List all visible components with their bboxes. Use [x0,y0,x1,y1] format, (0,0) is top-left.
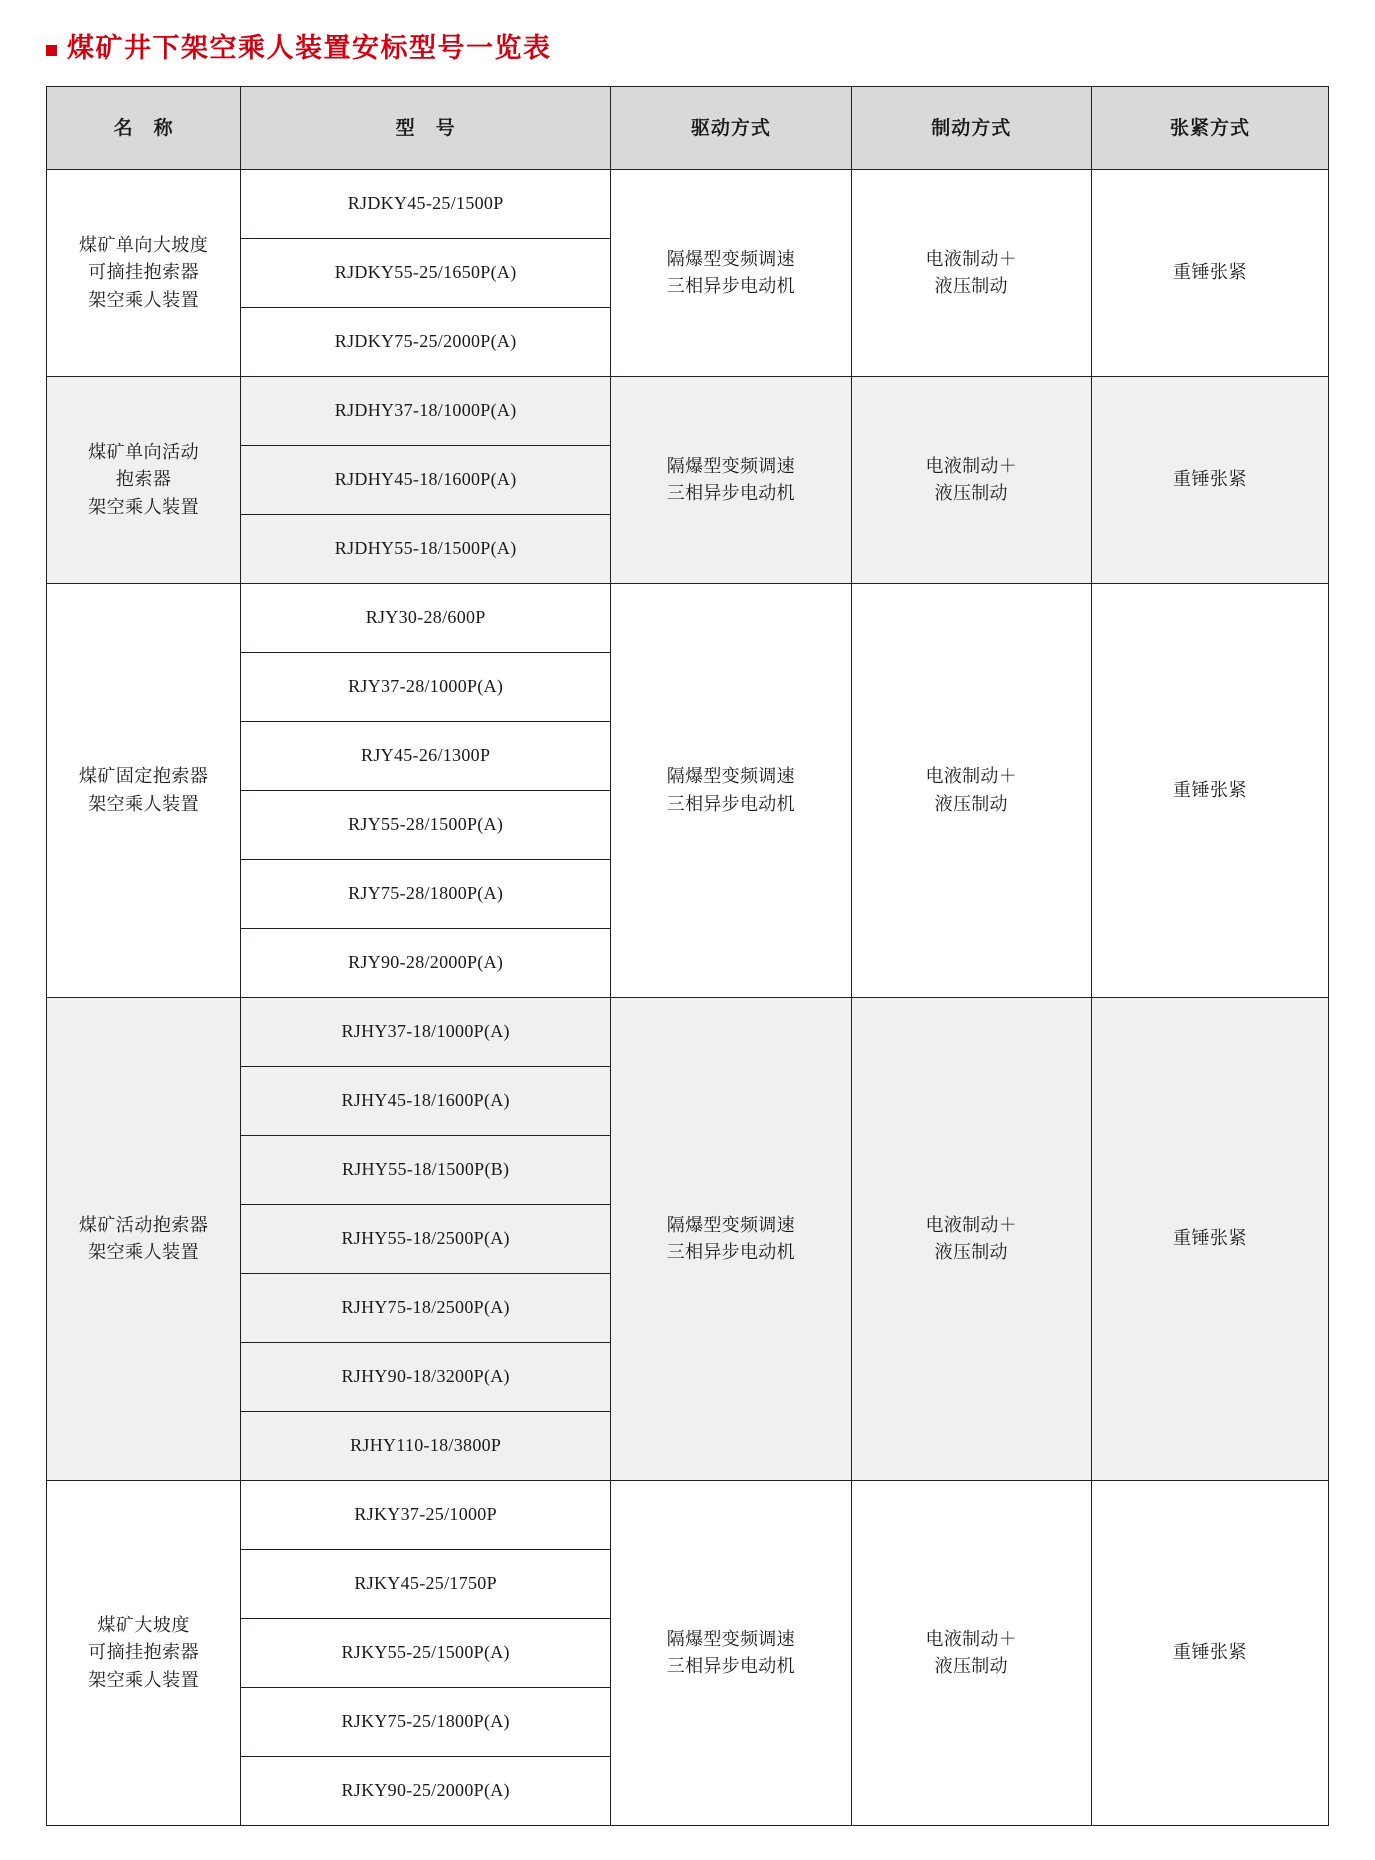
brake-mode-line: 电液制动＋ [925,248,1018,269]
tension-mode-cell: 重锤张紧 [1091,998,1328,1481]
drive-mode-line: 隔爆型变频调速 [666,1628,795,1649]
page-title-text: 煤矿井下架空乘人装置安标型号一览表 [67,33,552,63]
brake-mode-cell [851,377,1091,584]
model-cell: RJHY75-18/2500P(A) [241,1274,611,1343]
model-cell: RJHY110-18/3800P [241,1412,611,1481]
drive-mode-line: 三相异步电动机 [666,483,795,504]
model-cell: RJHY45-18/1600P(A) [241,1067,611,1136]
model-cell: RJKY75-25/1800P(A) [241,1688,611,1757]
brake-mode-line: 液压制动 [934,276,1008,297]
tension-mode-cell: 重锤张紧 [1091,1481,1328,1826]
product-name-line: 架空乘人装置 [88,1670,200,1691]
drive-mode-line: 三相异步电动机 [666,1656,795,1677]
drive-mode-cell [611,584,851,998]
product-name-line: 煤矿固定抱索器 [78,766,209,786]
model-cell: RJKY90-25/2000P(A) [241,1757,611,1826]
product-name-line: 可摘挂抱索器 [88,1642,200,1663]
product-name-cell [47,998,241,1481]
model-cell: RJKY55-25/1500P(A) [241,1619,611,1688]
column-header-name: 名 称 [47,87,241,170]
brake-mode-cell [851,998,1091,1481]
drive-mode-line: 隔爆型变频调速 [666,766,795,786]
product-name-cell [47,170,241,377]
table-header-row [47,87,1329,170]
brake-mode-line: 电液制动＋ [925,766,1018,786]
model-cell: RJHY55-18/1500P(B) [241,1136,611,1205]
spec-table [46,86,1329,1826]
product-name-cell [47,377,241,584]
product-name-line: 煤矿单向活动 [88,441,200,462]
model-cell: RJDKY45-25/1500P [241,170,611,239]
column-header-model: 型 号 [241,87,611,170]
brake-mode-cell [851,1481,1091,1826]
brake-mode-cell [851,170,1091,377]
drive-mode-line: 隔爆型变频调速 [666,1214,795,1235]
model-cell: RJY75-28/1800P(A) [241,860,611,929]
tension-mode-cell: 重锤张紧 [1091,377,1328,584]
tension-mode-cell: 重锤张紧 [1091,170,1328,377]
brake-mode-line: 液压制动 [934,1242,1008,1263]
brake-mode-line: 电液制动＋ [925,455,1018,476]
model-cell: RJDKY55-25/1650P(A) [241,239,611,308]
title-bullet-icon [46,45,57,56]
product-name-line: 架空乘人装置 [88,1242,200,1263]
product-name-line: 可摘挂抱索器 [88,262,200,283]
drive-mode-line: 隔爆型变频调速 [666,248,795,269]
product-name-line: 架空乘人装置 [88,793,200,814]
table-row [47,998,1329,1067]
model-cell: RJDHY45-18/1600P(A) [241,446,611,515]
brake-mode-line: 液压制动 [934,793,1008,814]
drive-mode-cell [611,998,851,1481]
column-header-drive: 驱动方式 [611,87,851,170]
drive-mode-line: 隔爆型变频调速 [666,455,795,476]
model-cell: RJKY37-25/1000P [241,1481,611,1550]
product-name-line: 煤矿单向大坡度 [78,234,209,255]
model-cell: RJHY37-18/1000P(A) [241,998,611,1067]
drive-mode-line: 三相异步电动机 [666,1242,795,1263]
model-cell: RJDHY55-18/1500P(A) [241,515,611,584]
model-cell: RJDHY37-18/1000P(A) [241,377,611,446]
model-cell: RJY37-28/1000P(A) [241,653,611,722]
brake-mode-line: 液压制动 [934,1656,1008,1677]
page-title [46,32,1329,64]
table-row [47,584,1329,653]
drive-mode-cell [611,1481,851,1826]
model-cell: RJHY90-18/3200P(A) [241,1343,611,1412]
model-cell: RJY90-28/2000P(A) [241,929,611,998]
product-name-line: 煤矿活动抱索器 [78,1214,209,1235]
model-cell: RJDKY75-25/2000P(A) [241,308,611,377]
drive-mode-line: 三相异步电动机 [666,793,795,814]
brake-mode-cell [851,584,1091,998]
column-header-tension: 张紧方式 [1091,87,1328,170]
product-name-line: 抱索器 [115,469,172,490]
model-cell: RJY45-26/1300P [241,722,611,791]
drive-mode-cell [611,170,851,377]
model-cell: RJY30-28/600P [241,584,611,653]
drive-mode-cell [611,377,851,584]
tension-mode-cell: 重锤张紧 [1091,584,1328,998]
model-cell: RJKY45-25/1750P [241,1550,611,1619]
brake-mode-line: 电液制动＋ [925,1214,1018,1235]
brake-mode-line: 电液制动＋ [925,1628,1018,1649]
column-header-brake: 制动方式 [851,87,1091,170]
product-name-cell [47,1481,241,1826]
model-cell: RJY55-28/1500P(A) [241,791,611,860]
model-cell: RJHY55-18/2500P(A) [241,1205,611,1274]
table-row [47,377,1329,446]
table-body [47,170,1329,1826]
product-name-cell [47,584,241,998]
table-row [47,170,1329,239]
table-header [47,87,1329,170]
table-row [47,1481,1329,1550]
product-name-line: 架空乘人装置 [88,497,200,518]
product-name-line: 煤矿大坡度 [97,1614,190,1635]
brake-mode-line: 液压制动 [934,483,1008,504]
product-name-line: 架空乘人装置 [88,290,200,311]
drive-mode-line: 三相异步电动机 [666,276,795,297]
